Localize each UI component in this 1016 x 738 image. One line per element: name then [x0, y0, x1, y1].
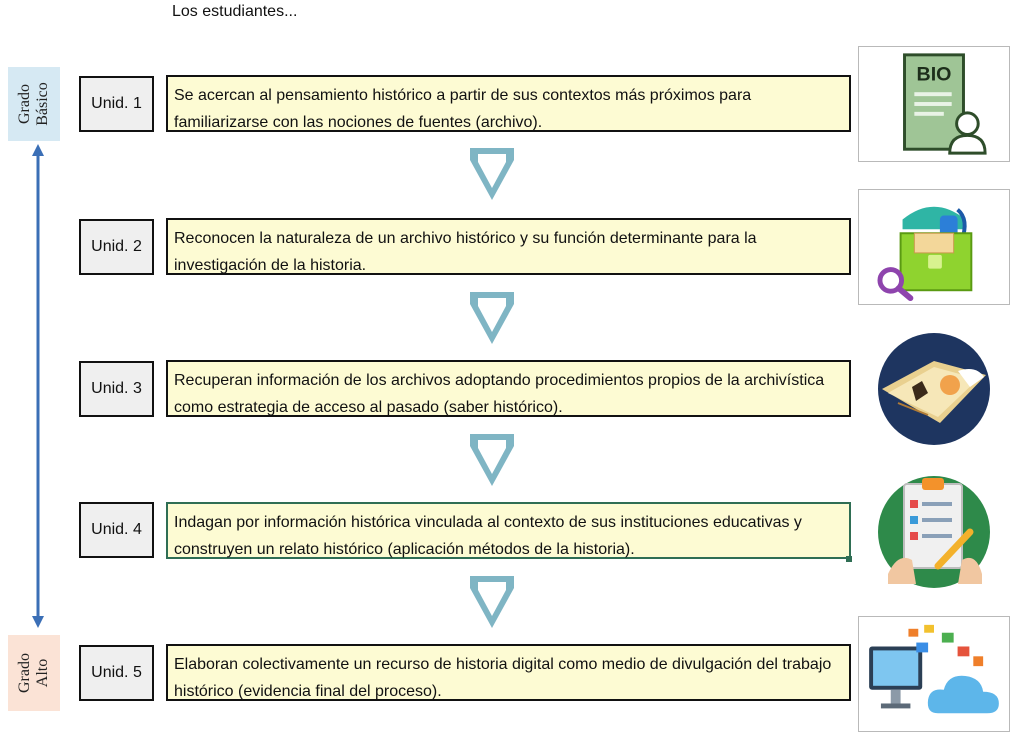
grade-basic-text: Grado Básico: [15, 82, 51, 126]
grade-alto-text: Grado Alto: [15, 653, 51, 693]
unit-2-label: Unid. 2: [79, 219, 154, 275]
unit-5-description: Elaboran colectivamente un recurso de historia digital como medio de divulgación del trabajo histórico (evidencia final del proceso).: [166, 644, 851, 701]
down-arrow-icon: [464, 574, 520, 630]
unit-2-description: Reconocen la naturaleza de un archivo histórico y su función determinante para la investigación de la historia.: [166, 218, 851, 275]
unit-3-description: Recuperan información de los archivos adoptando procedimientos propios de la archivística como estrategia de acceso al pasado (saber histórico).: [166, 360, 851, 417]
unit-4-description[interactable]: Indagan por información histórica vinculada al contexto de sus instituciones educativas y construyen un relato histórico (aplicación métodos de la historia).: [166, 502, 851, 559]
unit-1-description: Se acercan al pensamiento histórico a partir de sus contextos más próximos para familiarizarse con las nociones de fuentes (archivo).: [166, 75, 851, 132]
down-arrow-icon: [464, 432, 520, 488]
grade-alto-label: [8, 635, 60, 711]
bio-document-icon: [858, 46, 1010, 162]
unit-4-label: Unid. 4: [79, 502, 154, 558]
grade-basic-label: [8, 67, 60, 141]
unit-5-label: Unid. 5: [79, 645, 154, 701]
unit-1-label: Unid. 1: [79, 76, 154, 132]
clipboard-checklist-icon: [858, 474, 1010, 590]
bio-label: BIO: [916, 63, 952, 86]
cloud-computing-icon: [858, 616, 1010, 732]
old-book-icon: [858, 331, 1010, 447]
down-arrow-icon: [464, 146, 520, 202]
treasure-chest-icon: [858, 189, 1010, 305]
unit-3-label: Unid. 3: [79, 361, 154, 417]
resize-handle[interactable]: [846, 556, 852, 562]
intro-text: Los estudiantes...: [172, 3, 298, 20]
down-arrow-icon: [464, 290, 520, 346]
